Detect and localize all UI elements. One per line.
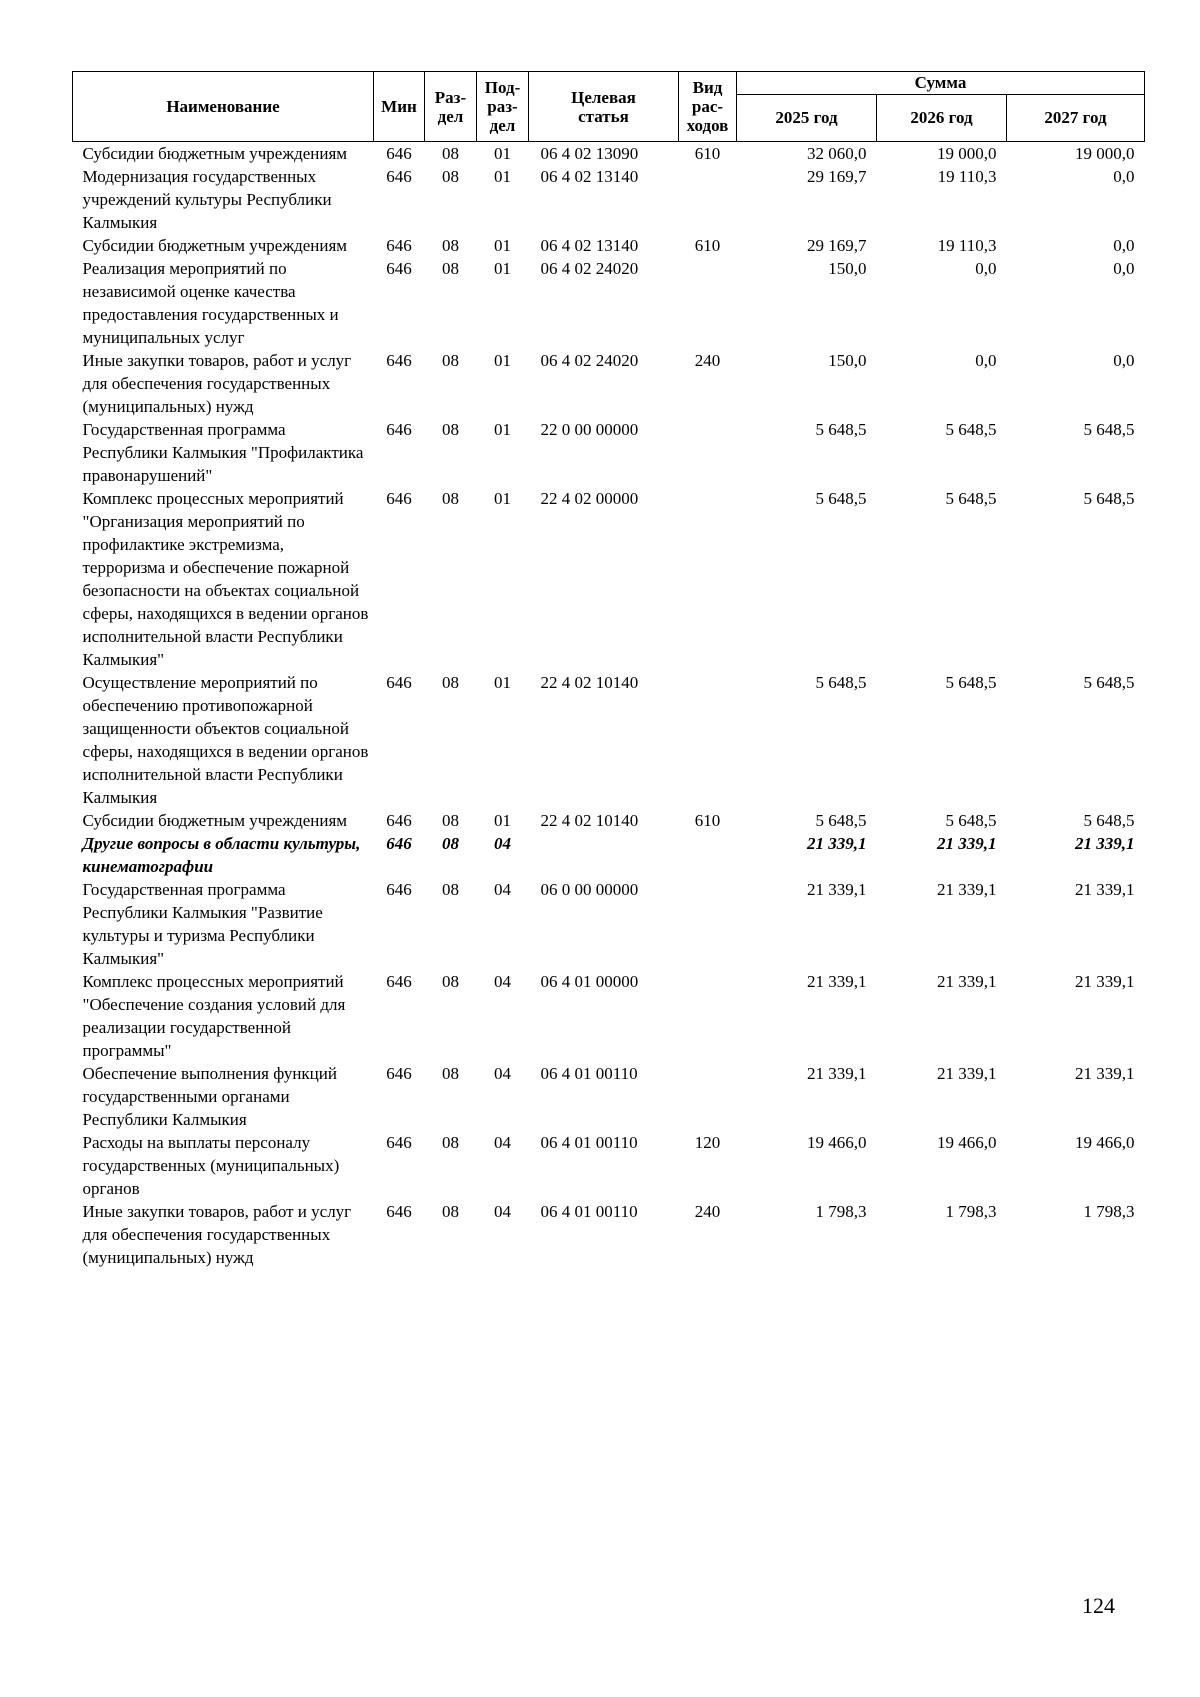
cell-2026: 0,0 — [975, 351, 997, 370]
cell-vid — [679, 257, 737, 349]
cell-vid: 610 — [694, 236, 721, 255]
cell-2025: 5 648,5 — [815, 420, 867, 439]
cell-podrazdel: 04 — [494, 972, 511, 991]
header-vid-text: Вид рас- ходов — [686, 78, 729, 135]
header-podrazdel-text: Под- раз- дел — [484, 78, 521, 135]
cell-2027: 5 648,5 — [1083, 811, 1135, 830]
cell-2026: 21 339,1 — [937, 972, 997, 991]
cell-podrazdel: 01 — [494, 420, 511, 439]
header-celevaya — [529, 72, 679, 142]
cell-name: Модернизация государственных учреждений культуры Республики Калмыкия — [82, 167, 332, 232]
cell-min: 646 — [386, 834, 412, 853]
cell-name: Обеспечение выполнения функций государственными органами Республики Калмыкия — [82, 1064, 337, 1129]
cell-2027: 5 648,5 — [1083, 673, 1135, 692]
cell-2026: 19 110,3 — [937, 167, 997, 186]
cell-vid — [679, 878, 737, 970]
table-row — [73, 142, 1145, 166]
cell-2026: 1 798,3 — [945, 1202, 997, 1221]
header-summa: Сумма — [737, 72, 1145, 95]
table-row — [73, 418, 1145, 487]
cell-celevaya: 22 4 02 10140 — [540, 811, 639, 830]
cell-podrazdel: 01 — [494, 236, 511, 255]
cell-name: Субсидии бюджетным учреждениям — [82, 811, 348, 830]
cell-2025: 29 169,7 — [807, 167, 867, 186]
cell-razdel: 08 — [442, 420, 459, 439]
cell-2027: 21 339,1 — [1075, 834, 1135, 853]
cell-2025: 5 648,5 — [815, 673, 867, 692]
table-row — [73, 234, 1145, 257]
header-razdel — [425, 72, 477, 142]
table-row — [73, 671, 1145, 809]
cell-min: 646 — [386, 1133, 412, 1152]
cell-celevaya: 06 0 00 00000 — [540, 880, 639, 899]
cell-vid: 610 — [694, 811, 721, 830]
cell-razdel: 08 — [442, 236, 459, 255]
cell-razdel: 08 — [442, 144, 459, 163]
cell-2026: 21 339,1 — [937, 1064, 997, 1083]
cell-2025: 21 339,1 — [807, 834, 867, 853]
cell-min: 646 — [386, 880, 412, 899]
cell-vid: 120 — [694, 1133, 721, 1152]
table-row — [73, 809, 1145, 832]
cell-2027: 0,0 — [1113, 236, 1135, 255]
table-row — [73, 1200, 1145, 1275]
cell-razdel: 08 — [442, 1133, 459, 1152]
cell-vid — [679, 487, 737, 671]
cell-name: Субсидии бюджетным учреждениям — [82, 236, 348, 255]
cell-2025: 5 648,5 — [815, 811, 867, 830]
header-2027: 2027 год — [1007, 95, 1145, 142]
cell-2027: 21 339,1 — [1075, 972, 1135, 991]
cell-2027: 5 648,5 — [1083, 420, 1135, 439]
cell-name: Комплекс процессных мероприятий "Организация мероприятий по профилактике экстремизма, терроризма и обеспечение пожарной безопасности на объектах социальной сферы, находящихся в ведении органов исполнительной власти Республики Калмыкия" — [82, 489, 369, 669]
cell-2027: 1 798,3 — [1083, 1202, 1135, 1221]
cell-2025: 5 648,5 — [815, 489, 867, 508]
table-row — [73, 832, 1145, 878]
cell-celevaya: 06 4 02 24020 — [540, 259, 639, 278]
cell-podrazdel: 04 — [494, 1202, 511, 1221]
table-row — [73, 1131, 1145, 1200]
cell-2025: 32 060,0 — [807, 144, 867, 163]
table-body — [73, 142, 1145, 1276]
cell-min: 646 — [386, 420, 412, 439]
table-row — [73, 878, 1145, 970]
header-celevaya-text: Целевая статья — [571, 87, 636, 126]
cell-2025: 1 798,3 — [815, 1202, 867, 1221]
cell-min: 646 — [386, 1202, 412, 1221]
cell-2025: 150,0 — [828, 259, 867, 278]
cell-podrazdel: 01 — [494, 259, 511, 278]
cell-min: 646 — [386, 351, 412, 370]
cell-celevaya: 22 4 02 10140 — [540, 673, 639, 692]
table-row — [73, 1062, 1145, 1131]
cell-razdel: 08 — [442, 351, 459, 370]
cell-vid — [679, 165, 737, 234]
cell-podrazdel: 01 — [494, 144, 511, 163]
cell-2026: 0,0 — [975, 259, 997, 278]
cell-2026: 21 339,1 — [937, 880, 997, 899]
cell-name: Государственная программа Республики Калмыкия "Профилактика правонарушений" — [82, 420, 364, 485]
cell-razdel: 08 — [442, 673, 459, 692]
budget-table — [72, 71, 1145, 1275]
cell-podrazdel: 04 — [494, 880, 511, 899]
table-row — [73, 165, 1145, 234]
cell-2026: 21 339,1 — [937, 834, 997, 853]
cell-vid — [679, 671, 737, 809]
table-header — [73, 72, 1145, 142]
cell-podrazdel: 04 — [494, 1133, 511, 1152]
cell-celevaya: 06 4 01 00110 — [540, 1133, 638, 1152]
cell-vid — [679, 832, 737, 878]
cell-name: Другие вопросы в области культуры, кинематографии — [82, 834, 361, 876]
cell-razdel: 08 — [442, 1202, 459, 1221]
cell-2027: 19 466,0 — [1075, 1133, 1135, 1152]
cell-celevaya: 06 4 02 13140 — [540, 236, 639, 255]
page-number: 124 — [1082, 1593, 1115, 1618]
cell-name: Комплекс процессных мероприятий "Обеспечение создания условий для реализации государственной программы" — [82, 972, 346, 1060]
header-name: Наименование — [73, 72, 374, 142]
cell-2026: 5 648,5 — [945, 811, 997, 830]
cell-2025: 21 339,1 — [807, 972, 867, 991]
cell-celevaya: 06 4 02 13140 — [540, 167, 639, 186]
cell-2027: 0,0 — [1113, 259, 1135, 278]
cell-2026: 19 000,0 — [937, 144, 997, 163]
cell-2026: 5 648,5 — [945, 489, 997, 508]
cell-podrazdel: 04 — [494, 1064, 511, 1083]
cell-2027: 5 648,5 — [1083, 489, 1135, 508]
cell-2025: 21 339,1 — [807, 1064, 867, 1083]
cell-2027: 21 339,1 — [1075, 1064, 1135, 1083]
cell-name: Иные закупки товаров, работ и услуг для обеспечения государственных (муниципальных) нужд — [82, 1202, 352, 1267]
cell-2025: 150,0 — [828, 351, 867, 370]
cell-2026: 5 648,5 — [945, 673, 997, 692]
cell-podrazdel: 01 — [494, 351, 511, 370]
table-row — [73, 970, 1145, 1062]
cell-min: 646 — [386, 972, 412, 991]
cell-min: 646 — [386, 811, 412, 830]
cell-celevaya: 06 4 01 00110 — [540, 1064, 638, 1083]
header-2025: 2025 год — [737, 95, 877, 142]
cell-celevaya: 06 4 02 24020 — [540, 351, 639, 370]
document-page — [72, 71, 1144, 1275]
cell-celevaya — [529, 832, 679, 878]
cell-min: 646 — [386, 1064, 412, 1083]
cell-name: Иные закупки товаров, работ и услуг для обеспечения государственных (муниципальных) нужд — [82, 351, 352, 416]
cell-podrazdel: 01 — [494, 167, 511, 186]
cell-vid: 240 — [694, 351, 721, 370]
cell-2027: 0,0 — [1113, 167, 1135, 186]
cell-celevaya: 06 4 01 00000 — [540, 972, 639, 991]
cell-razdel: 08 — [442, 972, 459, 991]
header-podrazdel — [477, 72, 529, 142]
cell-razdel: 08 — [442, 489, 459, 508]
cell-name: Субсидии бюджетным учреждениям — [82, 144, 348, 163]
cell-celevaya: 06 4 02 13090 — [540, 144, 639, 163]
cell-celevaya: 22 0 00 00000 — [540, 420, 639, 439]
cell-vid — [679, 418, 737, 487]
cell-celevaya: 22 4 02 00000 — [540, 489, 639, 508]
cell-min: 646 — [386, 167, 412, 186]
cell-podrazdel: 01 — [494, 489, 511, 508]
cell-min: 646 — [386, 144, 412, 163]
header-razdel-text: Раз- дел — [434, 87, 467, 126]
cell-2026: 19 110,3 — [937, 236, 997, 255]
cell-min: 646 — [386, 673, 412, 692]
table-row — [73, 487, 1145, 671]
cell-name: Расходы на выплаты персоналу государственных (муниципальных) органов — [82, 1133, 340, 1198]
table-row — [73, 257, 1145, 349]
cell-vid: 610 — [694, 144, 721, 163]
header-min: Мин — [374, 72, 425, 142]
cell-vid — [679, 970, 737, 1062]
cell-podrazdel: 04 — [494, 834, 511, 853]
cell-2026: 19 466,0 — [937, 1133, 997, 1152]
header-2026: 2026 год — [877, 95, 1007, 142]
cell-razdel: 08 — [442, 167, 459, 186]
cell-min: 646 — [386, 236, 412, 255]
cell-razdel: 08 — [442, 1064, 459, 1083]
cell-name: Осуществление мероприятий по обеспечению противопожарной защищенности объектов социальной сферы, находящихся в ведении органов исполнительной власти Республики Калмыкия — [82, 673, 369, 807]
cell-min: 646 — [386, 489, 412, 508]
cell-razdel: 08 — [442, 880, 459, 899]
cell-name: Реализация мероприятий по независимой оценке качества предоставления государственных и муниципальных услуг — [82, 259, 339, 347]
cell-min: 646 — [386, 259, 412, 278]
cell-name: Государственная программа Республики Калмыкия "Развитие культуры и туризма Республики Калмыкия" — [82, 880, 323, 968]
cell-podrazdel: 01 — [494, 811, 511, 830]
cell-2027: 0,0 — [1113, 351, 1135, 370]
cell-celevaya: 06 4 01 00110 — [540, 1202, 638, 1221]
cell-vid: 240 — [694, 1202, 721, 1221]
cell-razdel: 08 — [442, 811, 459, 830]
cell-2026: 5 648,5 — [945, 420, 997, 439]
cell-podrazdel: 01 — [494, 673, 511, 692]
cell-razdel: 08 — [442, 259, 459, 278]
cell-razdel: 08 — [442, 834, 459, 853]
cell-2025: 21 339,1 — [807, 880, 867, 899]
cell-2025: 29 169,7 — [807, 236, 867, 255]
cell-2027: 19 000,0 — [1075, 144, 1135, 163]
header-vid — [679, 72, 737, 142]
cell-vid — [679, 1062, 737, 1131]
table-row — [73, 349, 1145, 418]
cell-2025: 19 466,0 — [807, 1133, 867, 1152]
cell-2027: 21 339,1 — [1075, 880, 1135, 899]
